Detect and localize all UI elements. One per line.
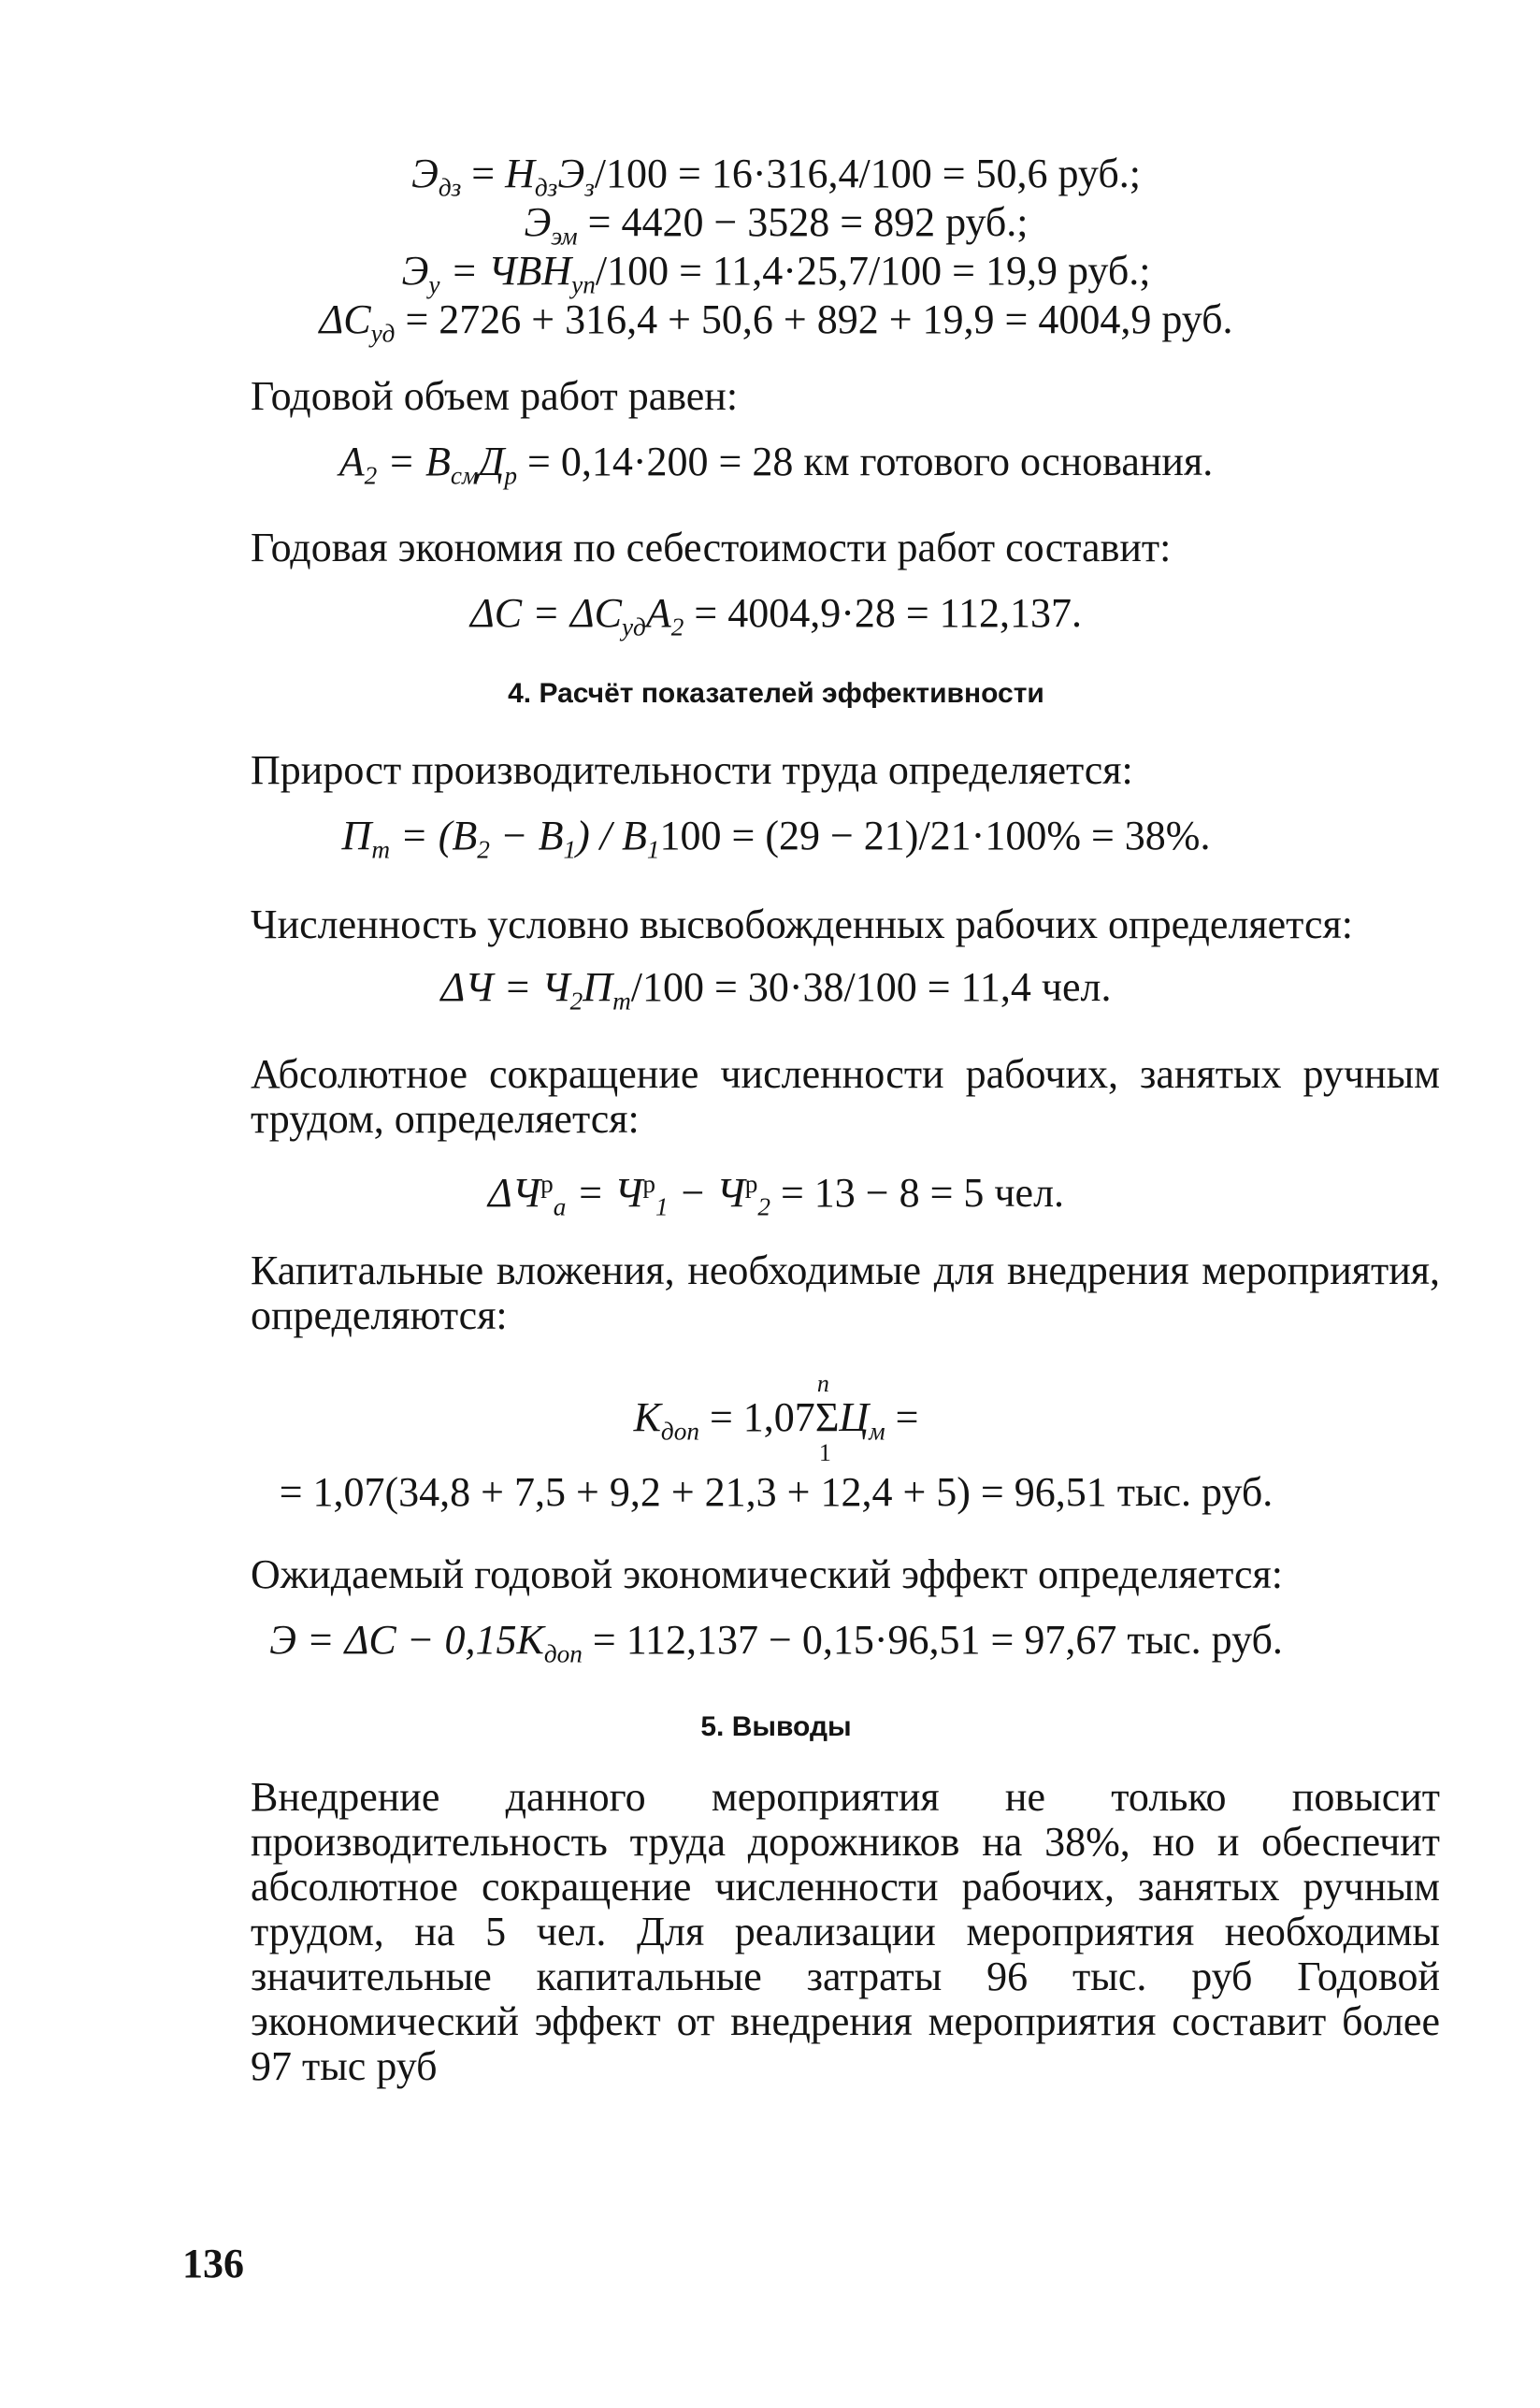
productivity-formula: $П_т = (B_2 - B_1) / B_1100 = (29 - 21)/21\cdot 100\% = 38\%$. [341,813,1211,864]
annual-volume-formula: $A_2 = B_{см}Д_р = 0,14\cdot 200 = 28$ км готового основания. [338,439,1214,490]
equation-delta-c-ud: $\Delta C_{уд} = 2726 + 316,4 + 50,6 + 892 + 19,9 = 4004,9$ руб. [319,296,1233,348]
section-4-heading: 4. Расчёт показателей эффективности [508,678,1044,709]
sum-symbol: n Σ 1 [814,1370,840,1466]
released-workers-formula: $\Delta Ч = Ч_2П_т/100 = 30\cdot 38/100 = 11,4$ чел. [440,964,1112,1016]
expected-effect-text: Ожидаемый годовой экономический эффект определяется: [251,1551,1283,1597]
page-number: 136 [182,2241,244,2286]
absolute-reduction-formula: $\Delta Ч^р_а = Ч^р_1 - Ч^р_2 = 13 - 8 = 5$ чел. [487,1170,1065,1221]
equation-e-u: $Э_у = ЧВН_{уп}/100 = 11,4\cdot 25,7/100 = 19,9$ руб.; [401,248,1151,299]
equation-e-em: $Э_{эм} = 4420 - 3528 = 892$ руб.; [524,199,1029,251]
annual-volume-text: Годовой объем работ равен: [251,373,739,419]
capital-formula-line-2: = 1,07(34,8 + 7,5 + 9,2 + 21,3 + 12,4 + 5) = 96,51 тыс. руб. [279,1469,1274,1515]
capital-formula-line-1: $K_{доп} = 1,07$ n Σ 1 $Ц_м$ = [633,1370,919,1466]
equation-e-dz: $Э_{дз} = Н_{дз}Э_з/100 = 16\cdot 316,4/100 = 50,6$ руб.; [411,151,1141,202]
released-workers-text: Численность условно высвобожденных рабочих определяется: [251,901,1353,947]
annual-saving-text: Годовая экономия по себестоимости работ составит: [251,525,1172,570]
absolute-reduction-text: Абсолютное сокращение численности рабочих, занятых ручным трудом, определяется: [251,1051,1440,1142]
productivity-text: Прирост производительности труда определяется: [251,747,1133,793]
expected-effect-formula: $Э = \Delta C - 0,15K_{доп} = 112,137 - 0,15\cdot 96,51 = 97,67$ тыс. руб. [269,1617,1283,1668]
conclusion-paragraph: Внедрение данного мероприятия не только повысит производительность труда дорожников на 38%, но и обеспечит абсолютное сокращение численности рабочих, занятых ручным трудом, на 5 чел. Для реализации мероприятия необходимы значительные капитальные затраты 96 тыс. руб Годовой экономический эффект от внедрения мероприятия составит более 97 тыс руб [251,1774,1440,2089]
section-5-heading: 5. Выводы [700,1711,852,1742]
capital-investment-text: Капитальные вложения, необходимые для внедрения мероприятия, определяются: [251,1247,1440,1338]
annual-saving-formula: $\Delta C = \Delta C_{уд}A_2 = 4004,9\cdot 28 = 112,137$. [469,590,1083,642]
